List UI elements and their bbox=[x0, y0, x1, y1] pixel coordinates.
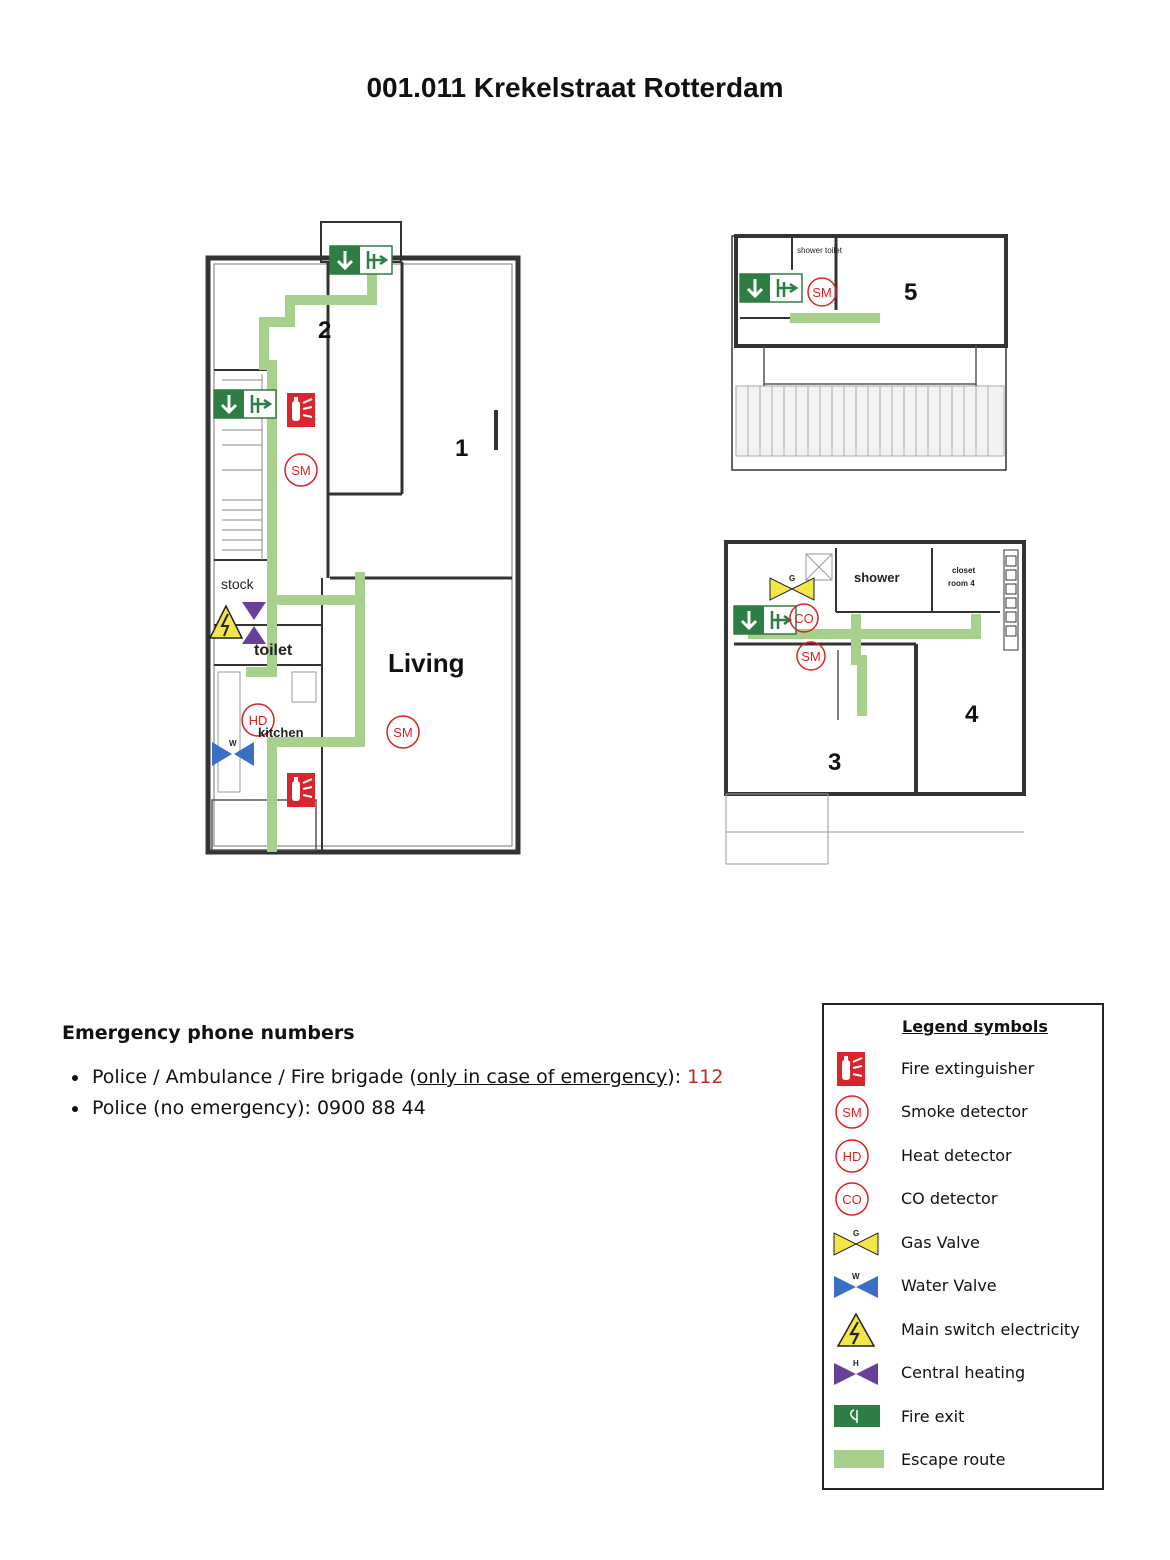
electricity-switch-icon bbox=[832, 1312, 882, 1348]
svg-text:shower: shower bbox=[854, 570, 900, 585]
legend-label: Central heating bbox=[901, 1363, 1026, 1382]
emergency-heading: Emergency phone numbers bbox=[62, 1022, 355, 1044]
legend-item bbox=[824, 1181, 1104, 1217]
svg-text:SM: SM bbox=[842, 1105, 862, 1120]
smoke-detector-icon bbox=[808, 278, 836, 306]
fire-exit-icon bbox=[214, 390, 276, 418]
legend-label: Escape route bbox=[901, 1450, 1006, 1469]
fire-extinguisher-icon bbox=[287, 393, 315, 427]
legend-item bbox=[824, 1355, 1104, 1391]
svg-text:G: G bbox=[789, 574, 796, 583]
legend-item bbox=[824, 1268, 1104, 1304]
emergency-line1-suffix: ): bbox=[667, 1066, 688, 1088]
list-item: • Police (no emergency): 0900 88 44 bbox=[90, 1093, 723, 1124]
svg-text:toilet: toilet bbox=[254, 642, 293, 659]
svg-text:shower toilet: shower toilet bbox=[797, 246, 842, 255]
legend-label: Heat detector bbox=[901, 1146, 1012, 1165]
legend-item bbox=[824, 1225, 1104, 1261]
legend-item bbox=[824, 1312, 1104, 1348]
svg-text:stock: stock bbox=[221, 576, 254, 592]
legend-item bbox=[824, 1442, 1104, 1478]
svg-text:W: W bbox=[229, 739, 237, 748]
fire-exit-icon bbox=[832, 1399, 882, 1435]
smoke-detector-icon bbox=[797, 642, 825, 670]
smoke-detector-icon bbox=[387, 716, 419, 748]
page-title: 001.011 Krekelstraat Rotterdam bbox=[366, 72, 784, 103]
svg-text:SM: SM bbox=[291, 463, 311, 478]
svg-text:HD: HD bbox=[842, 1149, 862, 1164]
legend-label: Water Valve bbox=[901, 1276, 997, 1295]
fire-extinguisher-icon bbox=[832, 1051, 872, 1087]
emergency-line1-underlined: only in case of emergency bbox=[416, 1066, 668, 1088]
water-valve-icon bbox=[832, 1268, 882, 1304]
legend-label: Fire exit bbox=[901, 1407, 965, 1426]
legend-label: CO detector bbox=[901, 1189, 998, 1208]
emergency-number: 112 bbox=[687, 1066, 724, 1088]
svg-text:4: 4 bbox=[965, 701, 979, 728]
ground-floor-plan bbox=[208, 222, 518, 852]
svg-text:CO: CO bbox=[794, 611, 814, 626]
co-detector-icon bbox=[790, 604, 818, 632]
legend-title: Legend symbols bbox=[902, 1017, 1048, 1036]
svg-text:CO: CO bbox=[842, 1192, 862, 1207]
legend-label: Smoke detector bbox=[901, 1102, 1028, 1121]
legend-item bbox=[824, 1399, 1104, 1435]
svg-text:SM: SM bbox=[393, 725, 413, 740]
legend-item bbox=[824, 1051, 1104, 1087]
legend-label: Gas Valve bbox=[901, 1233, 980, 1252]
svg-text:SM: SM bbox=[801, 649, 821, 664]
central-heating-icon bbox=[242, 602, 266, 644]
first-floor-plan bbox=[726, 542, 1024, 864]
emergency-list bbox=[62, 1062, 723, 1124]
top-floor-plan bbox=[732, 236, 1006, 470]
escape-route-icon bbox=[832, 1442, 886, 1478]
central-heating-icon bbox=[832, 1355, 882, 1391]
svg-text:W: W bbox=[852, 1272, 860, 1281]
svg-text:3: 3 bbox=[828, 749, 842, 776]
smoke-detector-icon bbox=[285, 454, 317, 486]
svg-text:kitchen: kitchen bbox=[258, 725, 304, 740]
fire-exit-icon bbox=[740, 274, 802, 302]
legend-label: Main switch electricity bbox=[901, 1320, 1080, 1339]
legend-box bbox=[822, 1003, 1104, 1490]
co-detector-icon bbox=[832, 1181, 872, 1217]
emergency-line1-prefix: Police / Ambulance / Fire brigade ( bbox=[92, 1066, 417, 1088]
svg-text:room 4: room 4 bbox=[948, 579, 975, 588]
legend-item bbox=[824, 1138, 1104, 1174]
svg-text:HD: HD bbox=[248, 713, 268, 728]
legend-item bbox=[824, 1094, 1104, 1130]
escape-route-ground bbox=[246, 262, 372, 852]
heat-detector-icon bbox=[832, 1138, 872, 1174]
gas-valve-icon bbox=[832, 1225, 882, 1261]
svg-text:closet: closet bbox=[952, 566, 976, 575]
legend-label: Fire extinguisher bbox=[901, 1059, 1035, 1078]
fire-extinguisher-icon bbox=[287, 773, 315, 807]
smoke-detector-icon bbox=[832, 1094, 872, 1130]
svg-text:Living: Living bbox=[388, 648, 465, 678]
fire-exit-icon bbox=[734, 606, 796, 634]
svg-text:SM: SM bbox=[812, 285, 832, 300]
svg-text:G: G bbox=[853, 1229, 860, 1238]
list-item bbox=[90, 1062, 723, 1093]
electricity-switch-icon bbox=[210, 606, 242, 638]
svg-text:5: 5 bbox=[904, 279, 918, 306]
fire-exit-icon bbox=[330, 246, 392, 274]
svg-text:H: H bbox=[853, 1359, 859, 1368]
svg-text:2: 2 bbox=[318, 317, 332, 344]
emergency-numbers bbox=[62, 1022, 723, 1124]
svg-text:1: 1 bbox=[455, 435, 469, 462]
